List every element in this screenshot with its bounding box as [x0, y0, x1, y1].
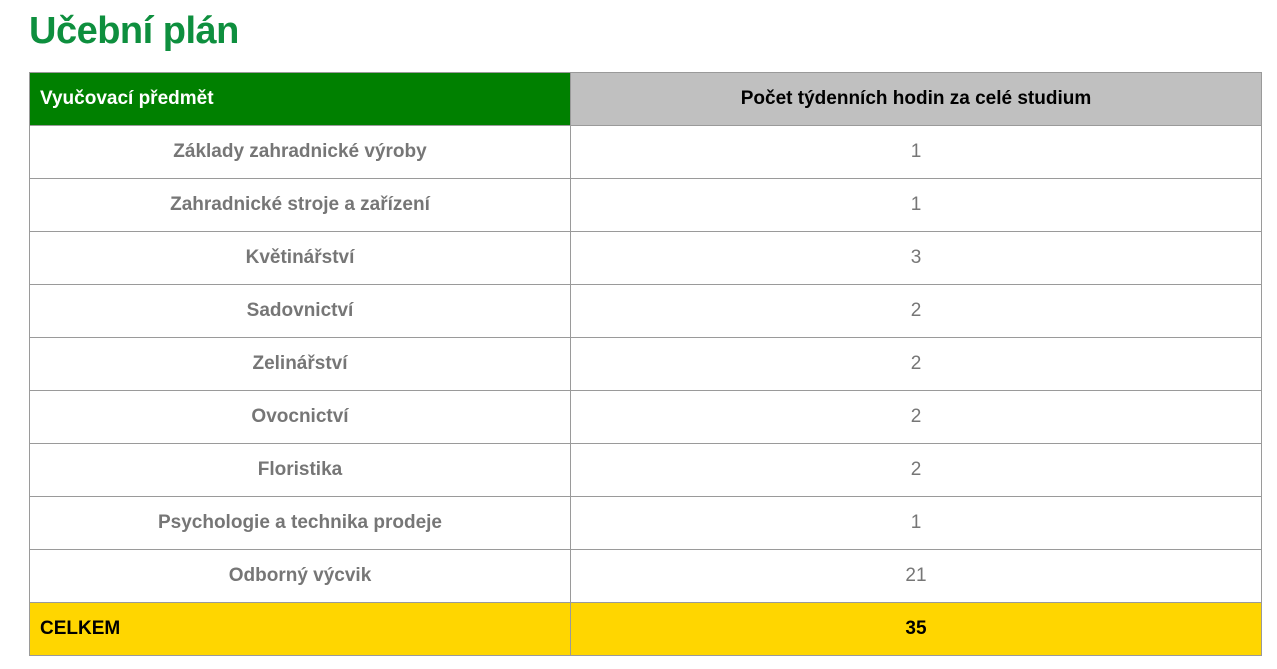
hours-cell: 1	[571, 179, 1262, 232]
total-value: 35	[571, 603, 1262, 656]
total-row	[30, 603, 1262, 656]
subject-cell: Floristika	[30, 444, 571, 497]
table-row	[30, 179, 1262, 232]
hours-cell: 1	[571, 497, 1262, 550]
table-row	[30, 232, 1262, 285]
subject-cell: Sadovnictví	[30, 285, 571, 338]
page-title: Učební plán	[29, 10, 239, 52]
hours-cell: 2	[571, 444, 1262, 497]
table-row	[30, 285, 1262, 338]
header-hours: Počet týdenních hodin za celé studium	[571, 73, 1262, 126]
table-header-row	[30, 73, 1262, 126]
table-row	[30, 391, 1262, 444]
curriculum-table	[29, 72, 1262, 656]
subject-cell: Květinářství	[30, 232, 571, 285]
header-subject: Vyučovací předmět	[30, 73, 571, 126]
subject-cell: Odborný výcvik	[30, 550, 571, 603]
table-row	[30, 338, 1262, 391]
hours-cell: 3	[571, 232, 1262, 285]
hours-cell: 21	[571, 550, 1262, 603]
subject-cell: Zahradnické stroje a zařízení	[30, 179, 571, 232]
table-row	[30, 550, 1262, 603]
subject-cell: Ovocnictví	[30, 391, 571, 444]
table-row	[30, 126, 1262, 179]
subject-cell: Základy zahradnické výroby	[30, 126, 571, 179]
hours-cell: 1	[571, 126, 1262, 179]
hours-cell: 2	[571, 338, 1262, 391]
subject-cell: Psychologie a technika prodeje	[30, 497, 571, 550]
hours-cell: 2	[571, 285, 1262, 338]
total-label: CELKEM	[30, 603, 571, 656]
table-row	[30, 497, 1262, 550]
subject-cell: Zelinářství	[30, 338, 571, 391]
table-row	[30, 444, 1262, 497]
hours-cell: 2	[571, 391, 1262, 444]
